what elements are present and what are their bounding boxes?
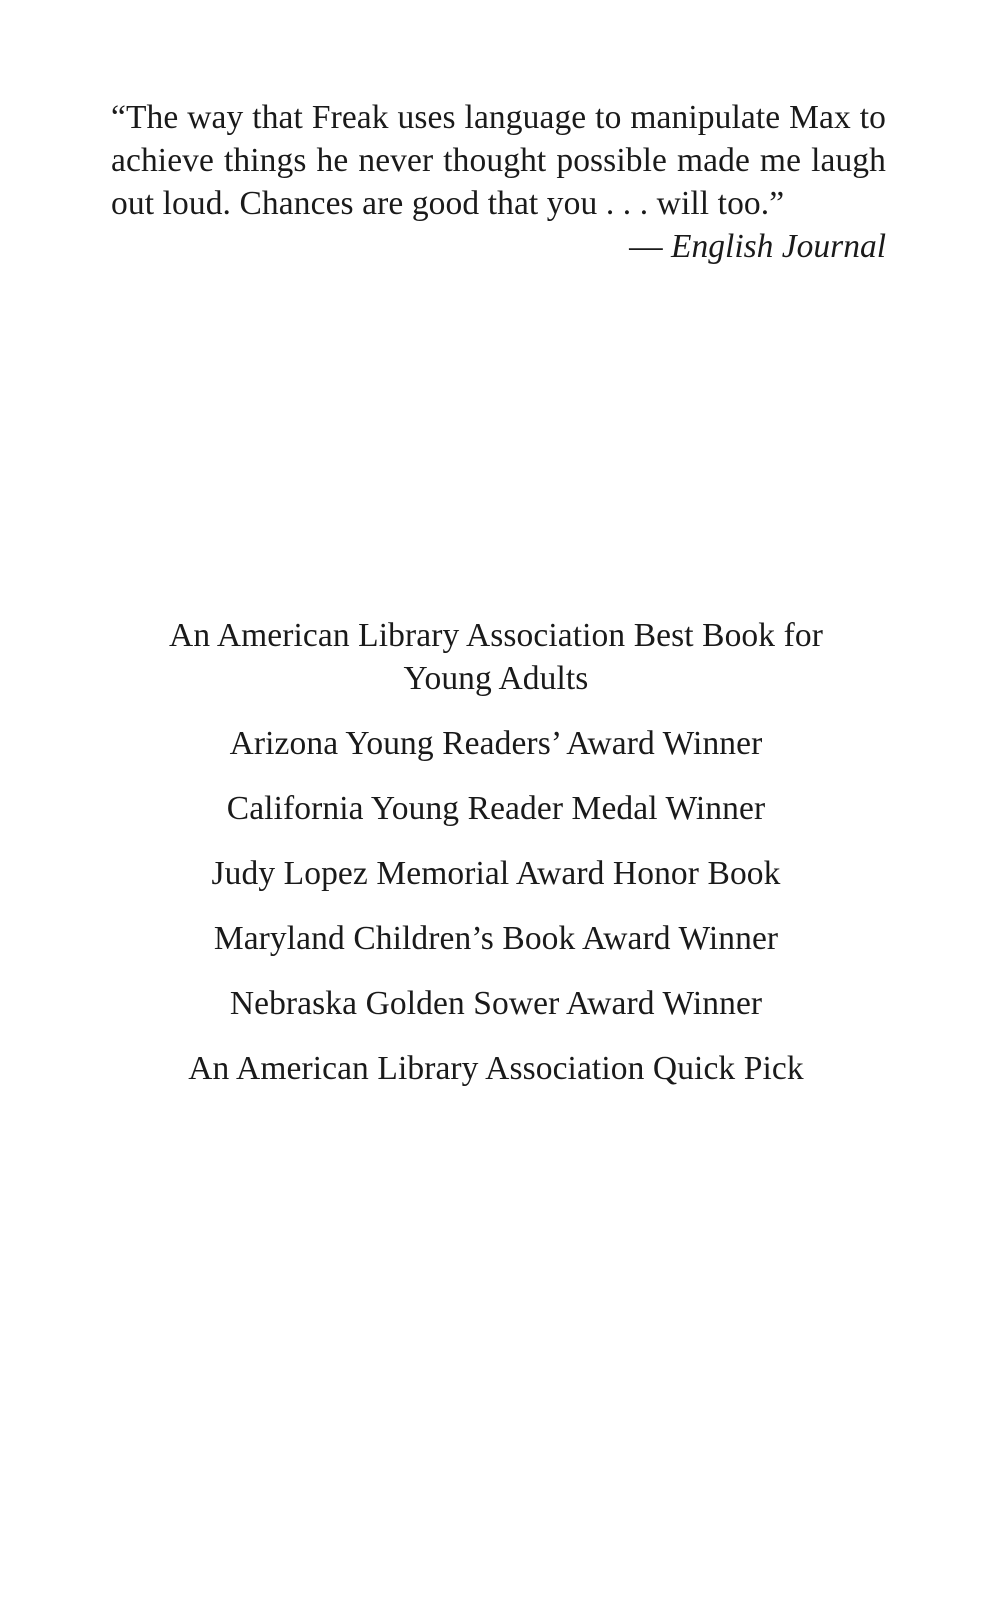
award-item: Maryland Children’s Book Award Winner [213,920,779,957]
quote-text: “The way that Freak uses language to manipulate Max to achieve things he never thought possible made me laugh out loud. Chances are good that you . . . will too.” [111,99,886,222]
award-item: Arizona Young Readers’ Award Winner [229,725,763,762]
attribution-dash: — [629,228,672,265]
award-item: California Young Reader Medal Winner [226,790,766,827]
award-item: Nebraska Golden Sower Award Winner [229,985,763,1022]
review-quote [111,96,886,268]
quote-attribution [111,225,886,268]
attribution-source: English Journal [671,228,886,265]
award-item: An American Library Association Quick Pick [188,1050,804,1087]
award-item: Judy Lopez Memorial Award Honor Book [211,855,781,892]
award-item: An American Library Association Best Book for Young Adults [169,617,823,697]
awards-list [0,614,992,1112]
